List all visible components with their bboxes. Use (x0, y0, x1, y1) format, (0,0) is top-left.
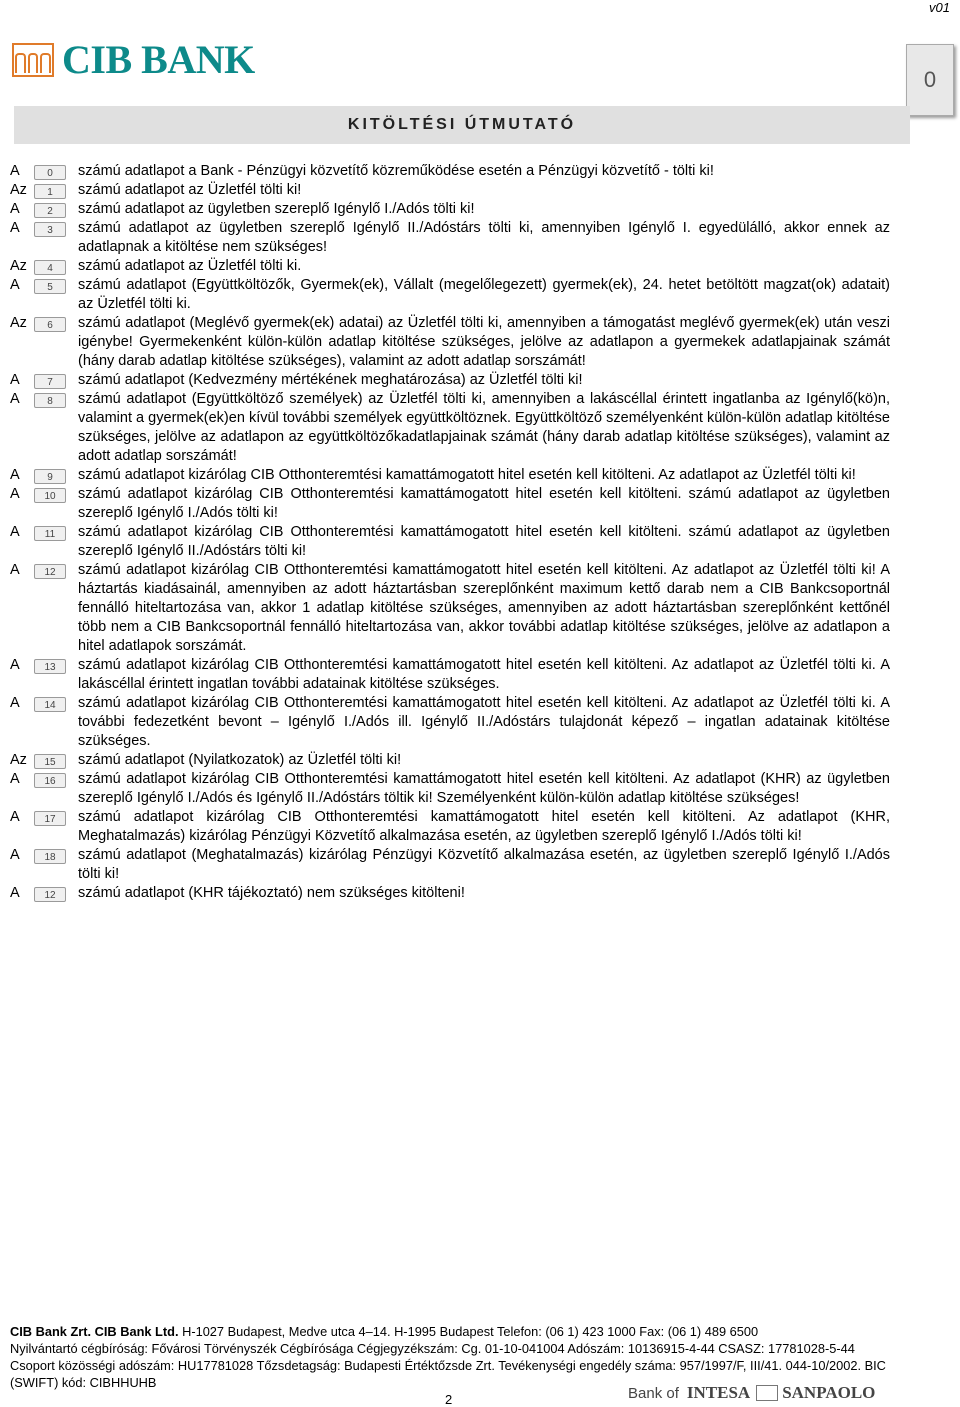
item-article: A (10, 163, 20, 179)
intesa-sanpaolo-logo (628, 1383, 875, 1403)
list-item (10, 466, 890, 485)
item-article: A (10, 201, 20, 217)
item-article: A (10, 657, 20, 673)
page-number: 2 (445, 1392, 453, 1407)
item-text: számú adatlapot (Meghatalmazás) kizárólag Pénzügyi Közvetítő alkalmazása esetén, az ügyletben szereplő Igénylő I./Adós tölti ki! (78, 847, 890, 882)
sponsor-sanpaolo: SANPAOLO (782, 1383, 876, 1402)
footer-company: CIB Bank Zrt. CIB Bank Ltd. (10, 1324, 179, 1339)
item-text: számú adatlapot kizárólag CIB Otthonteremtési kamattámogatott hitel esetén kell kitölteni. Az adatlapot az Üzletfél tölti ki! (78, 467, 856, 483)
list-item (10, 656, 890, 694)
item-text: számú adatlapot az ügyletben szereplő Igénylő II./Adóstárs tölti ki, amennyiben Igénylő I. egyedülálló, akkor ennek az adatlapnak a kitöltése nem szükséges! (78, 220, 890, 255)
item-number-badge: 5 (34, 279, 66, 294)
item-text: számú adatlapot (Együttköltözők, Gyermek(ek), Vállalt (megelőlegezett) gyermek(ek), 24. hetet betöltött magzat(ok) adatait) az Üzletfél tölti ki. (78, 277, 890, 312)
item-number-badge: 6 (34, 317, 66, 332)
list-item (10, 846, 890, 884)
item-article: A (10, 524, 20, 540)
list-item (10, 390, 890, 466)
item-text: számú adatlapot az Üzletfél tölti ki! (78, 182, 302, 198)
list-item (10, 371, 890, 390)
item-article: A (10, 486, 20, 502)
item-number-badge: 14 (34, 697, 66, 712)
list-item (10, 200, 890, 219)
item-number-badge: 17 (34, 811, 66, 826)
footer-registry: Nyilvántartó cégbíróság: Fővárosi Törvényszék Cégbírósága Cégjegyzékszám: Cg. 01-10-041004 Adószám: 10136915-4-44 CSASZ: 17781028-5-44 Csoport közösségi adószám: HU17781028 Tőzsdetagság: Budapesti Értéktőzsde Zrt. Tevékenységi engedély száma: 957/1997/F, III/41. 044-10/2002. BIC (SWIFT) kód: CIBHHUHB (10, 1341, 886, 1390)
item-article: A (10, 467, 20, 483)
item-number-badge: 7 (34, 374, 66, 389)
list-item (10, 485, 890, 523)
item-article: A (10, 220, 20, 236)
item-text: számú adatlapot az ügyletben szereplő Igénylő I./Adós tölti ki! (78, 201, 475, 217)
item-number-badge: 18 (34, 849, 66, 864)
item-article: Az (10, 258, 27, 274)
list-item (10, 751, 890, 770)
item-number-badge: 15 (34, 754, 66, 769)
sanpaolo-icon (756, 1385, 778, 1401)
list-item (10, 884, 890, 903)
item-number-badge: 8 (34, 393, 66, 408)
item-number-badge: 9 (34, 469, 66, 484)
item-text: számú adatlapot a Bank - Pénzügyi közvetítő közreműködése esetén a Pénzügyi közvetítő - tölti ki! (78, 163, 714, 179)
list-item (10, 276, 890, 314)
list-item (10, 770, 890, 808)
item-article: A (10, 885, 20, 901)
item-number-badge: 10 (34, 488, 66, 503)
instruction-list (10, 162, 890, 903)
item-number-badge: 12 (34, 887, 66, 902)
sponsor-bank-of: Bank of (628, 1384, 679, 1402)
footer (10, 1323, 890, 1391)
item-text: számú adatlapot kizárólag CIB Otthonteremtési kamattámogatott hitel esetén kell kitölteni. Az adatlapot az Üzletfél tölti ki! A háztartás kiadásainál, amennyiben az adott háztartásban szereplőnként maximum kettő darab nem a CIB Bankcsoportnál fennálló hiteltartozása van, akkor 1 adatlap kitöltése szükséges, amennyiben az adott háztartásban szereplőnként kettőnél több nem a CIB Bankcsoportnál fennálló hiteltartozása van, akkor további adatlap kitöltése szükséges, jelölve az adatlapon a hitel adatlapok sorszámát. (78, 562, 890, 654)
item-number-badge: 2 (34, 203, 66, 218)
list-item (10, 523, 890, 561)
cib-logo-icon (12, 43, 54, 77)
item-text: számú adatlapot (KHR tájékoztató) nem szükséges kitölteni! (78, 885, 465, 901)
item-number-badge: 3 (34, 222, 66, 237)
list-item (10, 561, 890, 656)
page-badge: 0 (906, 44, 954, 116)
item-text: számú adatlapot (Kedvezmény mértékének meghatározása) az Üzletfél tölti ki! (78, 372, 583, 388)
item-text: számú adatlapot kizárólag CIB Otthonteremtési kamattámogatott hitel esetén kell kitölteni. Az adatlapot (KHR) az ügyletben szereplő Igénylő I./Adós és Igénylő II./Adóstárs töltik ki! Személyenként külön-külön adatlap kitöltése szükséges! (78, 771, 890, 806)
list-item (10, 181, 890, 200)
item-article: Az (10, 182, 27, 198)
item-text: számú adatlapot kizárólag CIB Otthonteremtési kamattámogatott hitel esetén kell kitölteni. Az adatlapot (KHR, Meghatalmazás) kizárólag Pénzügyi Közvetítő alkalmazása esetén, az ügyletben szereplő Igénylő I./Adós tölti ki! (78, 809, 890, 844)
item-text: számú adatlapot az Üzletfél tölti ki. (78, 258, 302, 274)
sponsor-intesa: INTESA (686, 1383, 751, 1402)
item-number-badge: 13 (34, 659, 66, 674)
list-item (10, 219, 890, 257)
item-article: A (10, 771, 20, 787)
list-item (10, 808, 890, 846)
item-article: A (10, 847, 20, 863)
item-number-badge: 16 (34, 773, 66, 788)
item-text: számú adatlapot kizárólag CIB Otthonteremtési kamattámogatott hitel esetén kell kitölteni. számú adatlapot az ügyletben szereplő Igénylő I./Adós tölti ki! (78, 486, 890, 521)
list-item (10, 314, 890, 371)
page-title: KITÖLTÉSI ÚTMUTATÓ (14, 106, 910, 144)
item-article: Az (10, 315, 27, 331)
item-number-badge: 0 (34, 165, 66, 180)
version-label: v01 (929, 0, 950, 15)
list-item (10, 162, 890, 181)
item-article: A (10, 277, 20, 293)
item-text: számú adatlapot (Nyilatkozatok) az Üzletfél tölti ki! (78, 752, 402, 768)
item-number-badge: 12 (34, 564, 66, 579)
item-article: A (10, 372, 20, 388)
list-item (10, 257, 890, 276)
item-article: A (10, 391, 20, 407)
item-number-badge: 11 (34, 526, 66, 541)
item-article: A (10, 695, 20, 711)
item-text: számú adatlapot kizárólag CIB Otthonteremtési kamattámogatott hitel esetén kell kitölteni. számú adatlapot az ügyletben szereplő Igénylő II./Adóstárs tölti ki! (78, 524, 890, 559)
list-item (10, 694, 890, 751)
item-number-badge: 4 (34, 260, 66, 275)
bank-name: CIB BANK (62, 37, 255, 82)
cib-bank-logo (12, 36, 255, 83)
item-text: számú adatlapot (Együttköltöző személyek) az Üzletfél tölti ki, amennyiben a lakáscéllal érintett ingatlanba az Igénylő(kö)n, valamint a gyermek(ek)en kívül további személyek együttköltöznek. Együttköltöző személyenként külön-külön adatlap kitöltése szükséges, jelölve az adatlapon az együttköltözőkadatlapjainak számát (hány darab adatlap kitöltése szükséges), valamint az adott adatlap sorszámát! (78, 391, 890, 464)
item-text: számú adatlapot kizárólag CIB Otthonteremtési kamattámogatott hitel esetén kell kitölteni. Az adatlapot az Üzletfél tölti ki. A további fedezetként bevont – Igénylő I./Adós ill. Igénylő II./Adóstárs tulajdonát képező – ingatlan adatainak kitöltése szükséges. (78, 695, 890, 749)
item-text: számú adatlapot kizárólag CIB Otthonteremtési kamattámogatott hitel esetén kell kitölteni. Az adatlapot az Üzletfél tölti ki. A lakáscéllal érintett ingatlan további adatainak kitöltése szükséges. (78, 657, 890, 692)
item-article: A (10, 562, 20, 578)
item-article: Az (10, 752, 27, 768)
item-article: A (10, 809, 20, 825)
footer-address: H-1027 Budapest, Medve utca 4–14. H-1995 Budapest Telefon: (06 1) 423 1000 Fax: (06 1) 489 6500 (178, 1324, 759, 1339)
item-text: számú adatlapot (Meglévő gyermek(ek) adatai) az Üzletfél tölti ki, amennyiben a támogatást meglévő gyermek(ek) után veszi igénybe! Gyermekenként külön-külön adatlap kitöltése szükséges, jelölve az adatlapon a gyermekek adatlapjainak számát (hány darab adatlap kitöltése szükséges), valamint az adott adatlap sorszámát! (78, 315, 890, 369)
item-number-badge: 1 (34, 184, 66, 199)
